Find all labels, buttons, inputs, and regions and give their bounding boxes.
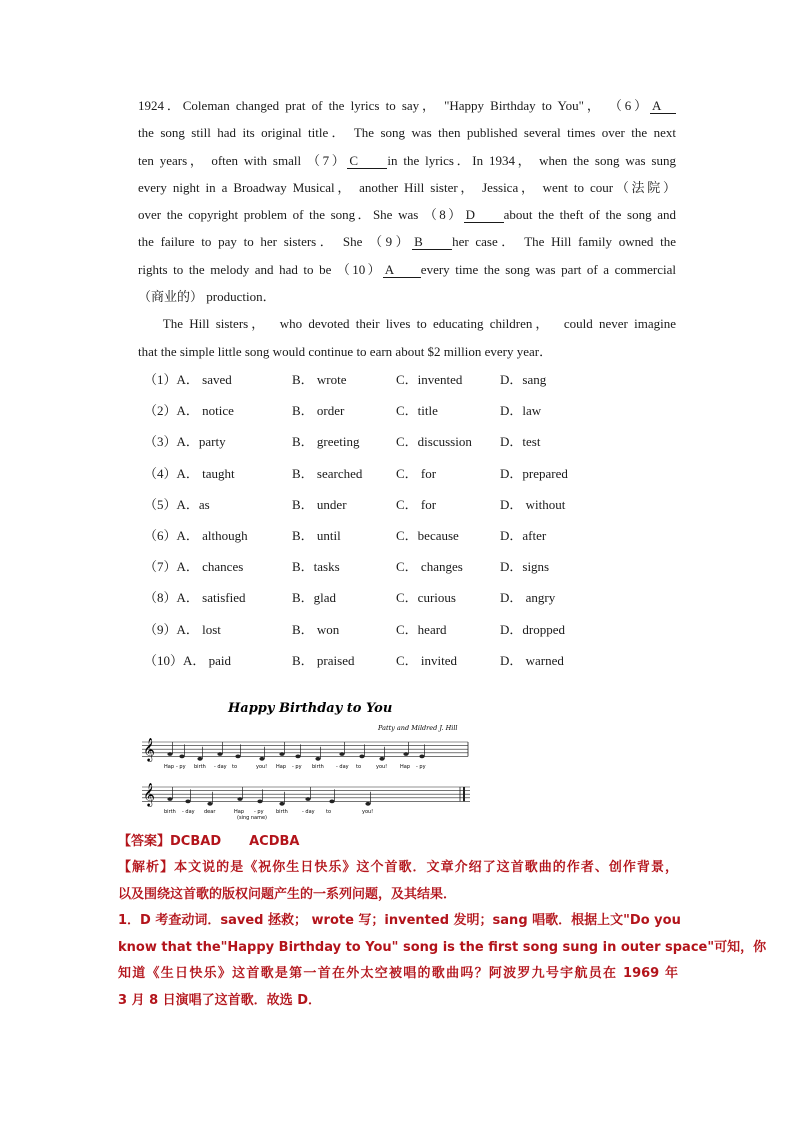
option-row: [144, 586, 704, 617]
line-text: about the theft of the song and: [503, 207, 676, 223]
option-d: D．after: [500, 527, 547, 543]
passage-line: [138, 228, 676, 255]
lyric-syllable: birth: [194, 764, 206, 770]
lyric-syllable: you!: [256, 764, 268, 770]
line-text: in the lyrics．In 1934， when the song was sung: [387, 152, 676, 168]
option-a: （2）A． notice: [144, 403, 234, 419]
option-c: C．curious: [396, 590, 456, 606]
line-text: her case． The Hill family owned the: [452, 234, 676, 250]
explanation-line: 1．D 考查动词．saved 拯救； wrote 写；invented 发明；sang 唱歌．根据上文"Do you: [118, 913, 681, 928]
line-text: （商业的） production．: [138, 289, 276, 305]
explanation-line: 以及围绕这首歌的版权问题产生的一系列问题，及其结果．: [118, 886, 457, 902]
treble-clef-icon: 𝄞: [143, 737, 155, 761]
note-head: [179, 755, 184, 759]
note-head: [257, 800, 262, 804]
option-a: （9）A． lost: [144, 621, 221, 637]
option-b: B． order: [292, 403, 345, 419]
staff-2: [142, 782, 470, 815]
answer-part-2: ACDBA: [249, 834, 300, 849]
passage-line: [138, 174, 676, 201]
option-row: [144, 618, 704, 649]
option-c: C．heard: [396, 621, 447, 637]
option-d: D．test: [500, 434, 541, 450]
note-head: [403, 752, 408, 756]
lyric-syllable: Hap: [234, 809, 244, 815]
option-a: （10）A． paid: [144, 652, 232, 668]
option-d: D．prepared: [500, 465, 568, 481]
option-b: B．glad: [292, 590, 337, 606]
option-b: B． until: [292, 527, 341, 543]
note-head: [207, 802, 212, 806]
sheet-music-image: [140, 690, 475, 820]
lyric-syllable: - py: [254, 809, 264, 815]
option-row: [144, 399, 704, 430]
option-a: （5）A．as: [144, 496, 210, 512]
option-c: C．invented: [396, 372, 463, 387]
option-b: B． wrote: [292, 372, 347, 387]
lyric-syllable: - py: [416, 764, 426, 770]
option-row: [144, 368, 704, 399]
option-c: C． for: [396, 465, 437, 481]
note-head: [185, 800, 190, 804]
lyric-syllable: to: [356, 764, 362, 770]
passage-line: [138, 338, 676, 365]
note-head: [259, 757, 264, 761]
line-text: ten years， often with small （7）: [138, 152, 348, 168]
options-list: [144, 368, 704, 680]
option-b: B． won: [292, 621, 340, 637]
note-head: [419, 755, 424, 759]
answer-blank: A: [650, 99, 676, 114]
option-d: D． angry: [500, 590, 556, 606]
lyric-syllable: - day: [182, 809, 195, 815]
note-head: [237, 797, 242, 801]
line-text: that the simple little song would continue to earn about $2 million every year．: [138, 343, 553, 359]
note-head: [217, 752, 222, 756]
treble-clef-icon: 𝄞: [143, 782, 155, 806]
lyric-syllable: dear: [204, 809, 216, 815]
option-a: （7）A． chances: [144, 559, 244, 575]
option-row: [144, 555, 704, 586]
lyric-syllable: birth: [164, 809, 176, 815]
explanation-line: 知道《生日快乐》这首歌是第一首在外太空被唱的歌曲吗？阿波罗九号宇航员在 1969 年: [118, 966, 678, 981]
answer-section: [118, 828, 767, 1014]
option-c: C．because: [396, 527, 459, 543]
lyric-syllable: to: [326, 809, 332, 815]
note-head: [315, 757, 320, 761]
line-text: the failure to pay to her sisters． She （9）: [138, 234, 413, 250]
option-row: [144, 462, 704, 493]
passage-line: [138, 283, 676, 310]
note-head: [279, 752, 284, 756]
lyric-syllable: to: [232, 764, 238, 770]
option-b: B． greeting: [292, 434, 360, 450]
option-a: （1）A． saved: [144, 372, 232, 387]
option-d: D． without: [500, 496, 566, 512]
option-a: （8）A． satisfied: [144, 590, 246, 606]
score-note: (sing name): [237, 815, 268, 820]
option-d: D．signs: [500, 559, 550, 575]
option-c: C．title: [396, 403, 438, 419]
line-text: 1924．Coleman changed prat of the lyrics to say， "Happy Birthday to You"， （6）: [138, 98, 650, 113]
lyric-syllable: you!: [362, 809, 374, 815]
option-b: B． under: [292, 496, 347, 512]
score-composer: Patty and Mildred J. Hill: [378, 724, 458, 732]
option-a: （6）A． although: [144, 527, 248, 543]
option-b: B． searched: [292, 465, 363, 481]
option-c: C．discussion: [396, 434, 472, 450]
option-b: B．tasks: [292, 559, 340, 575]
line-text: every time the song was part of a commercial: [420, 261, 676, 277]
option-b: B． praised: [292, 652, 355, 668]
option-row: [144, 493, 704, 524]
lyric-syllable: Hap: [400, 764, 410, 770]
line-text: every night in a Broadway Musical， another Hill sister， Jessica， went to cour（法院）: [138, 179, 676, 195]
lyric-syllable: - day: [302, 809, 315, 815]
option-c: C． changes: [396, 559, 463, 575]
lyric-syllable: Hap: [164, 764, 174, 770]
passage-line: [138, 310, 676, 337]
note-head: [339, 752, 344, 756]
explanation-line: 【解析】本文说的是《祝你生日快乐》这个首歌．文章介绍了这首歌曲的作者、创作背景，: [118, 860, 678, 875]
explanation-line: know that the"Happy Birthday to You" song is the first song sung in outer space"可知，你: [118, 939, 767, 955]
option-d: D．law: [500, 403, 542, 419]
note-head: [279, 802, 284, 806]
line-text: rights to the melody and had to be （10）: [138, 261, 383, 277]
passage-line: [138, 256, 676, 283]
option-d: D． warned: [500, 652, 564, 668]
option-d: D．dropped: [500, 621, 565, 637]
note-head: [359, 755, 364, 759]
line-text: the song still had its original title． The song was then published several times over the next: [138, 125, 676, 141]
lyric-syllable: Hap: [276, 764, 286, 770]
line-text: over the copyright problem of the song．She was （8）: [138, 207, 464, 223]
answer-blank: B: [412, 235, 452, 250]
lyric-syllable: birth: [276, 809, 288, 815]
passage-line: [138, 92, 676, 119]
score-title: Happy Birthday to You: [228, 701, 393, 716]
note-head: [197, 757, 202, 761]
option-row: [144, 524, 704, 555]
note-head: [329, 800, 334, 804]
passage-paragraph: [138, 92, 676, 365]
line-text: The Hill sisters， who devoted their lives to educating children， could never imagine: [138, 316, 676, 332]
option-c: C． invited: [396, 652, 458, 668]
note-head: [167, 752, 172, 756]
note-head: [235, 755, 240, 759]
lyric-syllable: - py: [176, 764, 186, 770]
option-row: [144, 649, 704, 680]
lyric-syllable: - day: [214, 764, 227, 770]
answer-part-1: DCBAD: [170, 834, 222, 849]
note-head: [167, 797, 172, 801]
passage-line: [138, 147, 676, 174]
answer-label: 【答案】: [118, 834, 171, 849]
note-head: [379, 757, 384, 761]
note-head: [295, 755, 300, 759]
option-a: （4）A． taught: [144, 465, 235, 481]
option-c: C． for: [396, 496, 437, 512]
lyric-syllable: you!: [376, 764, 388, 770]
option-d: D．sang: [500, 372, 547, 387]
option-row: [144, 430, 704, 461]
lyric-syllable: - day: [336, 764, 349, 770]
answer-line: [118, 828, 678, 855]
note-head: [365, 802, 370, 806]
lyric-syllable: birth: [312, 764, 324, 770]
passage-line: [138, 201, 676, 228]
staff-1: [142, 737, 468, 770]
answer-blank: A: [383, 263, 421, 278]
answer-blank: D: [464, 208, 504, 223]
lyric-syllable: - py: [292, 764, 302, 770]
option-a: （3）A．party: [144, 434, 226, 450]
answer-blank: C: [347, 154, 387, 169]
explanation-line: 3 月 8 日演唱了这首歌．故选 D．: [118, 992, 321, 1008]
note-head: [305, 797, 310, 801]
passage-line: [138, 119, 676, 146]
